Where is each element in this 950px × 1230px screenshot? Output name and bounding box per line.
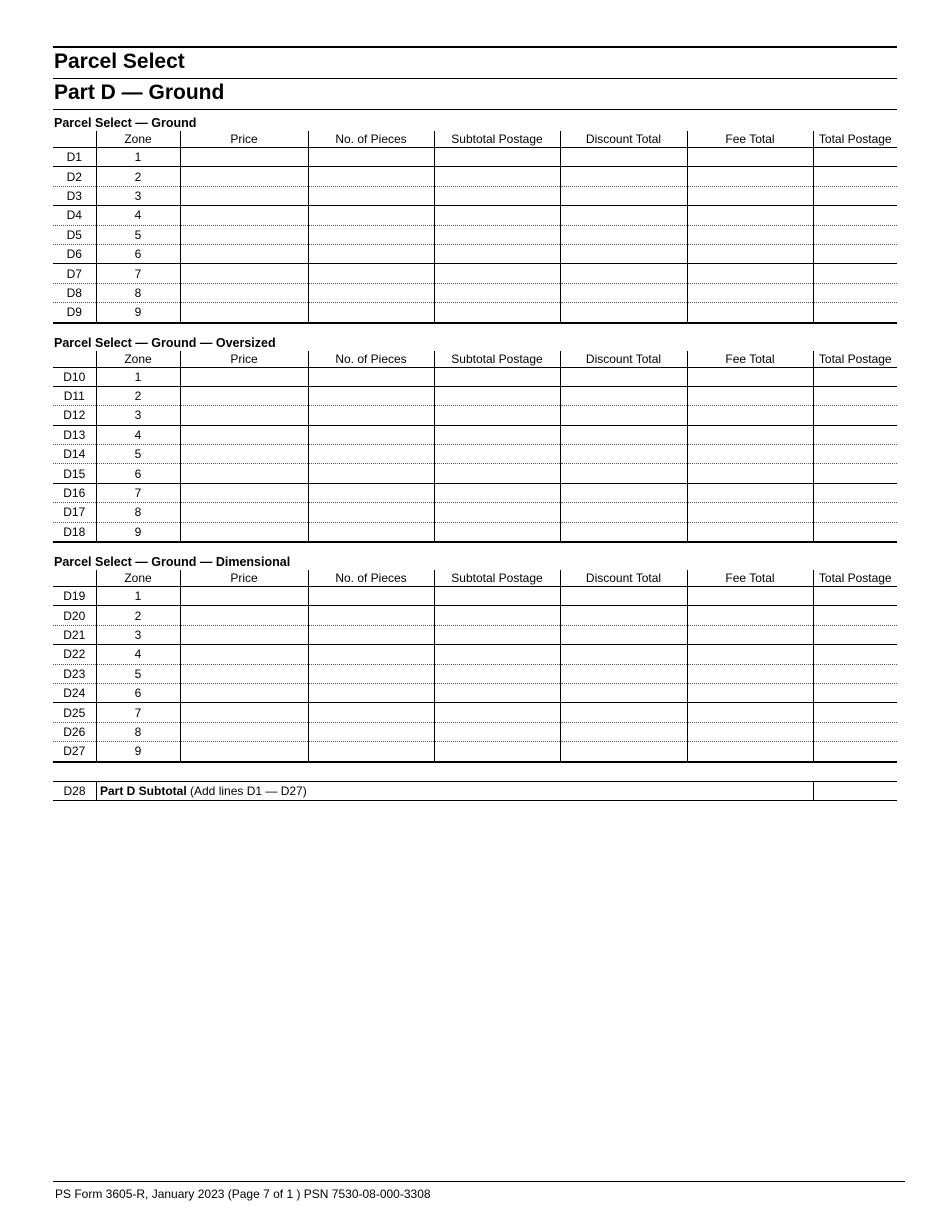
column-header: Total Postage: [813, 351, 897, 368]
fee-total-field[interactable]: [687, 264, 813, 283]
line-code: D7: [53, 264, 96, 283]
sections-container: [53, 115, 897, 763]
discount-total-field[interactable]: [560, 742, 687, 762]
zone-cell: 2: [96, 606, 180, 625]
discount-total-field[interactable]: [560, 386, 687, 405]
price-field[interactable]: [180, 587, 308, 606]
table-row: [53, 148, 897, 167]
zone-cell: 9: [96, 742, 180, 762]
table-row: [53, 503, 897, 522]
subtotal-postage-field[interactable]: [434, 445, 560, 464]
subtotal-postage-field[interactable]: [434, 483, 560, 502]
fee-total-field[interactable]: [687, 742, 813, 762]
subtotal-postage-field[interactable]: [434, 167, 560, 186]
price-field[interactable]: [180, 503, 308, 522]
subtotal-postage-field[interactable]: [434, 742, 560, 762]
table-row: [53, 425, 897, 444]
table-row: [53, 406, 897, 425]
section-title: Parcel Select — Ground: [54, 116, 197, 130]
zone-cell: 8: [96, 503, 180, 522]
pieces-field[interactable]: [308, 303, 434, 323]
pieces-field[interactable]: [308, 206, 434, 225]
line-header: [53, 570, 96, 587]
column-header: Zone: [96, 131, 180, 148]
line-code: D9: [53, 303, 96, 323]
price-field[interactable]: [180, 206, 308, 225]
table-row: [53, 742, 897, 762]
total-postage-field[interactable]: [813, 483, 897, 502]
zone-cell: 8: [96, 722, 180, 741]
fee-total-field[interactable]: [687, 206, 813, 225]
zone-cell: 1: [96, 367, 180, 386]
price-field[interactable]: [180, 683, 308, 702]
table-row: [53, 587, 897, 606]
price-field[interactable]: [180, 167, 308, 186]
price-field[interactable]: [180, 148, 308, 167]
price-field[interactable]: [180, 445, 308, 464]
pieces-field[interactable]: [308, 386, 434, 405]
discount-total-field[interactable]: [560, 683, 687, 702]
price-field[interactable]: [180, 625, 308, 644]
fee-total-field[interactable]: [687, 645, 813, 664]
pieces-field[interactable]: [308, 167, 434, 186]
fee-total-field[interactable]: [687, 186, 813, 205]
subtotal-label-note: (Add lines D1 — D27): [186, 783, 307, 798]
fee-total-field[interactable]: [687, 483, 813, 502]
pieces-field[interactable]: [308, 703, 434, 722]
line-code: D22: [53, 645, 96, 664]
discount-total-field[interactable]: [560, 406, 687, 425]
table-row: [53, 606, 897, 625]
zone-cell: 9: [96, 522, 180, 542]
total-postage-field[interactable]: [813, 206, 897, 225]
pieces-field[interactable]: [308, 464, 434, 483]
price-field[interactable]: [180, 367, 308, 386]
fee-total-field[interactable]: [687, 522, 813, 542]
part-title: Part D — Ground: [53, 79, 897, 110]
fee-total-field[interactable]: [687, 703, 813, 722]
total-postage-field[interactable]: [813, 148, 897, 167]
table-row: [53, 167, 897, 186]
discount-total-field[interactable]: [560, 264, 687, 283]
total-postage-field[interactable]: [813, 522, 897, 542]
subtotal-postage-field[interactable]: [434, 367, 560, 386]
zone-cell: 4: [96, 206, 180, 225]
pieces-field[interactable]: [308, 186, 434, 205]
pieces-field[interactable]: [308, 683, 434, 702]
zone-cell: 6: [96, 683, 180, 702]
zone-cell: 4: [96, 425, 180, 444]
pieces-field[interactable]: [308, 742, 434, 762]
zone-cell: 3: [96, 625, 180, 644]
table-row: [53, 367, 897, 386]
total-postage-field[interactable]: [813, 683, 897, 702]
total-postage-field[interactable]: [813, 283, 897, 302]
total-postage-field[interactable]: [813, 244, 897, 263]
line-code: D8: [53, 283, 96, 302]
column-header: Price: [180, 570, 308, 587]
column-header: No. of Pieces: [308, 570, 434, 587]
line-code: D19: [53, 587, 96, 606]
table-row: [53, 645, 897, 664]
total-postage-field[interactable]: [813, 722, 897, 741]
fee-total-field[interactable]: [687, 425, 813, 444]
pieces-field[interactable]: [308, 264, 434, 283]
total-postage-field[interactable]: [813, 503, 897, 522]
discount-total-field[interactable]: [560, 587, 687, 606]
line-code: D15: [53, 464, 96, 483]
total-postage-field[interactable]: [813, 406, 897, 425]
total-postage-field[interactable]: [813, 742, 897, 762]
discount-total-field[interactable]: [560, 445, 687, 464]
line-code: D11: [53, 386, 96, 405]
total-postage-field[interactable]: [813, 606, 897, 625]
fee-total-field[interactable]: [687, 683, 813, 702]
zone-cell: 5: [96, 445, 180, 464]
fee-total-field[interactable]: [687, 464, 813, 483]
fee-total-field[interactable]: [687, 625, 813, 644]
price-field[interactable]: [180, 722, 308, 741]
total-postage-field[interactable]: [813, 645, 897, 664]
zone-cell: 4: [96, 645, 180, 664]
zone-cell: 1: [96, 587, 180, 606]
table-row: [53, 186, 897, 205]
fee-total-field[interactable]: [687, 167, 813, 186]
discount-total-field[interactable]: [560, 606, 687, 625]
pieces-field[interactable]: [308, 587, 434, 606]
line-code: D24: [53, 683, 96, 702]
fee-total-field[interactable]: [687, 303, 813, 323]
column-header: Price: [180, 351, 308, 368]
discount-total-field[interactable]: [560, 483, 687, 502]
column-header: Price: [180, 131, 308, 148]
subtotal-label-bold: Part D Subtotal: [100, 783, 187, 798]
section-table: [53, 131, 897, 324]
price-field[interactable]: [180, 244, 308, 263]
column-header: Discount Total: [560, 570, 687, 587]
column-header: Subtotal Postage: [434, 570, 560, 587]
zone-cell: 7: [96, 483, 180, 502]
table-row: [53, 625, 897, 644]
discount-total-field[interactable]: [560, 625, 687, 644]
fee-total-field[interactable]: [687, 664, 813, 683]
zone-cell: 2: [96, 386, 180, 405]
zone-cell: 7: [96, 264, 180, 283]
total-postage-field[interactable]: [813, 167, 897, 186]
line-code: D14: [53, 445, 96, 464]
subtotal-postage-field[interactable]: [434, 386, 560, 405]
price-field[interactable]: [180, 464, 308, 483]
discount-total-field[interactable]: [560, 148, 687, 167]
zone-cell: 3: [96, 186, 180, 205]
fee-total-field[interactable]: [687, 386, 813, 405]
line-code: D3: [53, 186, 96, 205]
total-postage-field[interactable]: [813, 386, 897, 405]
total-postage-field[interactable]: [813, 664, 897, 683]
discount-total-field[interactable]: [560, 303, 687, 323]
total-postage-field[interactable]: [813, 445, 897, 464]
line-code: D5: [53, 225, 96, 244]
fee-total-field[interactable]: [687, 148, 813, 167]
column-header: Total Postage: [813, 570, 897, 587]
form-footer: PS Form 3605-R, January 2023 (Page 7 of 1 ) PSN 7530-08-000-3308: [53, 1181, 905, 1201]
discount-total-field[interactable]: [560, 244, 687, 263]
pieces-field[interactable]: [308, 425, 434, 444]
line-code: D20: [53, 606, 96, 625]
price-field[interactable]: [180, 264, 308, 283]
pieces-field[interactable]: [308, 406, 434, 425]
line-code: D4: [53, 206, 96, 225]
discount-total-field[interactable]: [560, 425, 687, 444]
section-table: [53, 570, 897, 763]
discount-total-field[interactable]: [560, 367, 687, 386]
column-header: No. of Pieces: [308, 351, 434, 368]
line-code: D6: [53, 244, 96, 263]
price-field[interactable]: [180, 406, 308, 425]
subtotal-postage-field[interactable]: [434, 186, 560, 205]
line-code: D12: [53, 406, 96, 425]
discount-total-field[interactable]: [560, 464, 687, 483]
subtotal-postage-field[interactable]: [434, 206, 560, 225]
discount-total-field[interactable]: [560, 664, 687, 683]
subtotal-label: [97, 781, 814, 800]
total-postage-field[interactable]: [813, 464, 897, 483]
zone-cell: 6: [96, 464, 180, 483]
total-postage-field[interactable]: [813, 367, 897, 386]
price-field[interactable]: [180, 283, 308, 302]
subtotal-postage-field[interactable]: [434, 722, 560, 741]
pieces-field[interactable]: [308, 148, 434, 167]
discount-total-field[interactable]: [560, 522, 687, 542]
total-postage-field[interactable]: [813, 186, 897, 205]
price-field[interactable]: [180, 703, 308, 722]
table-row: [53, 386, 897, 405]
pieces-field[interactable]: [308, 664, 434, 683]
total-postage-field[interactable]: [813, 264, 897, 283]
subtotal-postage-field[interactable]: [434, 464, 560, 483]
zone-cell: 2: [96, 167, 180, 186]
section-title: Parcel Select — Ground — Oversized: [54, 335, 276, 350]
pieces-field[interactable]: [308, 606, 434, 625]
pieces-field[interactable]: [308, 225, 434, 244]
pieces-field[interactable]: [308, 645, 434, 664]
line-code: D10: [53, 367, 96, 386]
form-page: [53, 46, 897, 801]
pieces-field[interactable]: [308, 522, 434, 542]
discount-total-field[interactable]: [560, 186, 687, 205]
fee-total-field[interactable]: [687, 367, 813, 386]
line-code: D16: [53, 483, 96, 502]
price-field[interactable]: [180, 522, 308, 542]
line-code: D13: [53, 425, 96, 444]
total-postage-field[interactable]: [813, 587, 897, 606]
subtotal-postage-field[interactable]: [434, 522, 560, 542]
table-row: [53, 703, 897, 722]
price-field[interactable]: [180, 742, 308, 762]
line-header: [53, 131, 96, 148]
discount-total-field[interactable]: [560, 206, 687, 225]
discount-total-field[interactable]: [560, 283, 687, 302]
column-header: Zone: [96, 570, 180, 587]
line-code: D25: [53, 703, 96, 722]
subtotal-postage-field[interactable]: [434, 606, 560, 625]
line-code: D26: [53, 722, 96, 741]
table-row: [53, 206, 897, 225]
subtotal-postage-field[interactable]: [434, 148, 560, 167]
price-field[interactable]: [180, 425, 308, 444]
fee-total-field[interactable]: [687, 722, 813, 741]
line-code: D21: [53, 625, 96, 644]
discount-total-field[interactable]: [560, 225, 687, 244]
discount-total-field[interactable]: [560, 645, 687, 664]
discount-total-field[interactable]: [560, 722, 687, 741]
price-field[interactable]: [180, 483, 308, 502]
pieces-field[interactable]: [308, 625, 434, 644]
subtotal-postage-field[interactable]: [434, 283, 560, 302]
total-postage-field[interactable]: [813, 703, 897, 722]
table-row: [53, 445, 897, 464]
pieces-field[interactable]: [308, 483, 434, 502]
fee-total-field[interactable]: [687, 406, 813, 425]
subtotal-line-code: D28: [53, 781, 97, 800]
table-row: [53, 264, 897, 283]
subtotal-postage-field[interactable]: [434, 645, 560, 664]
column-header: Subtotal Postage: [434, 351, 560, 368]
fee-total-field[interactable]: [687, 283, 813, 302]
zone-cell: 7: [96, 703, 180, 722]
table-row: [53, 722, 897, 741]
zone-cell: 6: [96, 244, 180, 263]
line-header: [53, 351, 96, 368]
line-code: D2: [53, 167, 96, 186]
fee-total-field[interactable]: [687, 244, 813, 263]
price-field[interactable]: [180, 225, 308, 244]
total-postage-field[interactable]: [813, 425, 897, 444]
table-row: [53, 303, 897, 323]
zone-cell: 3: [96, 406, 180, 425]
discount-total-field[interactable]: [560, 167, 687, 186]
discount-total-field[interactable]: [560, 703, 687, 722]
subtotal-row: [53, 781, 897, 801]
pieces-field[interactable]: [308, 367, 434, 386]
section-table: [53, 351, 897, 544]
line-code: D1: [53, 148, 96, 167]
subtotal-postage-field[interactable]: [434, 683, 560, 702]
pieces-field[interactable]: [308, 283, 434, 302]
subtotal-postage-field[interactable]: [434, 425, 560, 444]
zone-cell: 1: [96, 148, 180, 167]
price-field[interactable]: [180, 606, 308, 625]
subtotal-postage-field[interactable]: [434, 303, 560, 323]
line-code: D23: [53, 664, 96, 683]
table-row: [53, 225, 897, 244]
column-header: Subtotal Postage: [434, 131, 560, 148]
column-header: Zone: [96, 351, 180, 368]
fee-total-field[interactable]: [687, 587, 813, 606]
subtotal-postage-field[interactable]: [434, 625, 560, 644]
subtotal-postage-field[interactable]: [434, 225, 560, 244]
subtotal-postage-field[interactable]: [434, 587, 560, 606]
total-postage-field[interactable]: [813, 303, 897, 323]
column-header: No. of Pieces: [308, 131, 434, 148]
fee-total-field[interactable]: [687, 606, 813, 625]
line-code: D27: [53, 742, 96, 762]
pieces-field[interactable]: [308, 503, 434, 522]
price-field[interactable]: [180, 386, 308, 405]
subtotal-total-field[interactable]: [814, 781, 898, 800]
column-header: Fee Total: [687, 351, 813, 368]
subtotal-postage-field[interactable]: [434, 406, 560, 425]
price-field[interactable]: [180, 664, 308, 683]
fee-total-field[interactable]: [687, 503, 813, 522]
table-row: [53, 683, 897, 702]
zone-cell: 5: [96, 225, 180, 244]
column-header: Discount Total: [560, 131, 687, 148]
column-header: Fee Total: [687, 131, 813, 148]
column-header: Total Postage: [813, 131, 897, 148]
column-header: Discount Total: [560, 351, 687, 368]
fee-total-field[interactable]: [687, 225, 813, 244]
total-postage-field[interactable]: [813, 225, 897, 244]
zone-cell: 5: [96, 664, 180, 683]
price-field[interactable]: [180, 186, 308, 205]
column-header: Fee Total: [687, 570, 813, 587]
zone-cell: 9: [96, 303, 180, 323]
table-row: [53, 244, 897, 263]
table-row: [53, 664, 897, 683]
section-title: Parcel Select — Ground — Dimensional: [54, 555, 291, 570]
table-row: [53, 283, 897, 302]
table-row: [53, 483, 897, 502]
price-field[interactable]: [180, 645, 308, 664]
subtotal-postage-field[interactable]: [434, 503, 560, 522]
total-postage-field[interactable]: [813, 625, 897, 644]
fee-total-field[interactable]: [687, 445, 813, 464]
price-field[interactable]: [180, 303, 308, 323]
table-row: [53, 522, 897, 542]
pieces-field[interactable]: [308, 244, 434, 263]
table-row: [53, 464, 897, 483]
pieces-field[interactable]: [308, 722, 434, 741]
form-title: Parcel Select: [53, 48, 897, 79]
discount-total-field[interactable]: [560, 503, 687, 522]
subtotal-postage-field[interactable]: [434, 244, 560, 263]
line-code: D18: [53, 522, 96, 542]
pieces-field[interactable]: [308, 445, 434, 464]
subtotal-postage-field[interactable]: [434, 664, 560, 683]
zone-cell: 8: [96, 283, 180, 302]
subtotal-postage-field[interactable]: [434, 264, 560, 283]
line-code: D17: [53, 503, 96, 522]
subtotal-postage-field[interactable]: [434, 703, 560, 722]
